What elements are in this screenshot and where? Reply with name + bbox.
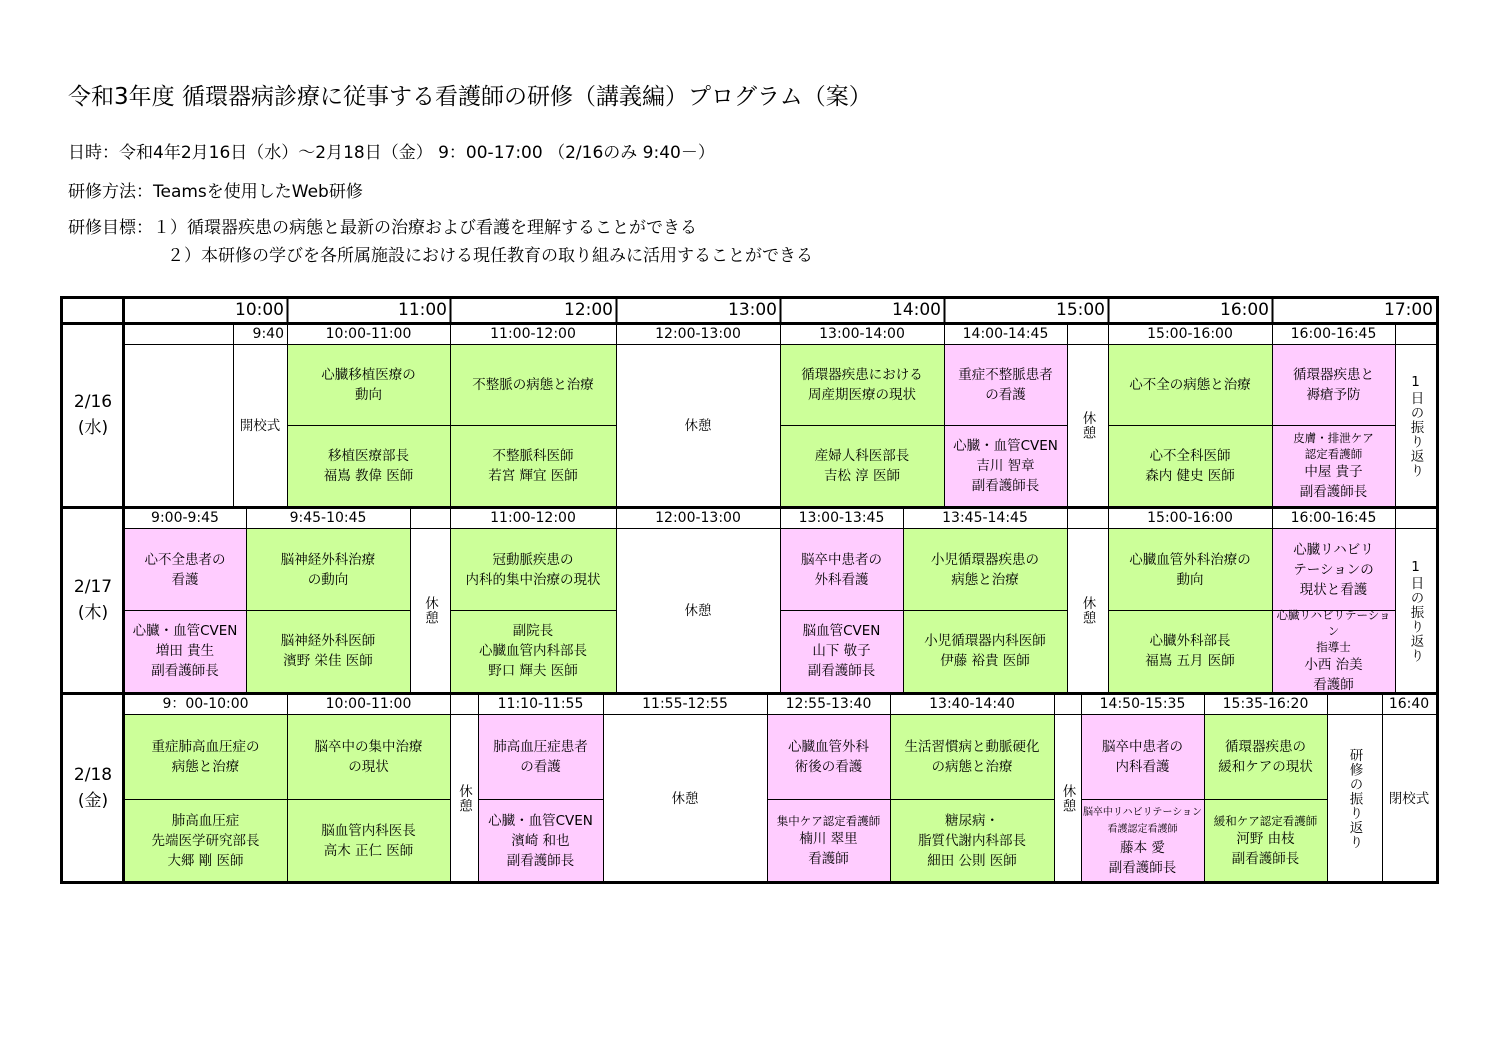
lecture-title: 循環器疾患における 周産期医療の現状: [780, 345, 944, 425]
training-goal-1: 研修目標：１）循環器疾患の病態と最新の治療および看護を理解することができる: [68, 218, 697, 238]
time-slot: 10:00-11:00: [325, 696, 412, 712]
lecturer-name: 藤本 愛 副看護師長: [1108, 839, 1177, 876]
lecturer: 移植医療部長 福嶌 教偉 医師: [287, 425, 450, 506]
break: 休憩: [1079, 411, 1096, 440]
time-slot: 10:00-11:00: [325, 326, 412, 342]
break: 休憩: [422, 596, 438, 625]
lecture-title: 重症不整脈患者 の看護: [944, 345, 1067, 425]
time-slot: 12:00-13:00: [655, 510, 741, 526]
time-slot: 9：00-10:00: [162, 696, 249, 712]
lecturer: 心臓・血管CVEN 吉川 智章 副看護師長: [944, 425, 1067, 506]
lecture-title: 心臓リハビリ テーションの 現状と看護: [1272, 529, 1395, 610]
lecturer: 産婦人科医部長 吉松 淳 医師: [780, 425, 944, 506]
hour-label: 12:00: [564, 300, 613, 320]
time-slot: 11:10-11:55: [497, 696, 584, 712]
lecturer: 脳血管CVEN 山下 敬子 副看護師長: [780, 610, 903, 692]
lecturer-name: 小西 治美 看護師: [1304, 657, 1363, 693]
lecturer-name: 楠川 翠里 看護師: [799, 830, 858, 867]
time-slot: 13:40-14:40: [929, 696, 1015, 712]
time-slot: 14:50-15:35: [1099, 696, 1186, 712]
schedule-datetime: 日時：令和4年2月16日（水）～2月18日（金） 9：00-17:00 （2/16のみ 9:40－）: [68, 143, 715, 163]
lecture-title: 脳卒中患者の 外科看護: [780, 529, 903, 610]
lecture-title: 重症肺高血圧症の 病態と治療: [124, 715, 287, 799]
date-label-day3: 2/18 (金): [73, 765, 113, 811]
time-slot: 12:00-13:00: [655, 326, 741, 342]
lecturer-name: 中屋 貴子 副看護師長: [1299, 463, 1368, 500]
lecturer: 心不全科医師 森内 健史 医師: [1108, 425, 1272, 506]
lecturer: 不整脈科医師 若宮 輝宜 医師: [450, 425, 616, 506]
lecture-title: 循環器疾患と 褥瘡予防: [1272, 345, 1395, 425]
page-title: 令和3年度 循環器病診療に従事する看護師の研修（講義編）プログラム（案）: [68, 84, 872, 110]
lecture-title: 心臓血管外科治療の 動向: [1108, 529, 1272, 610]
lecture-title: 脳卒中患者の 内科看護: [1081, 715, 1204, 799]
lecture-title: 生活習慣病と動脈硬化 の病態と治療: [890, 715, 1054, 799]
hour-label: 17:00: [1384, 300, 1433, 320]
time-slot: 11:00-12:00: [490, 510, 576, 526]
time-slot: 16:40: [1388, 696, 1430, 712]
daily-review: 1日の振り返り: [1407, 373, 1424, 478]
lecture-title: 不整脈の病態と治療: [450, 345, 616, 425]
lecturer: 心臓外科部長 福嶌 五月 医師: [1108, 610, 1272, 692]
hour-label: 16:00: [1220, 300, 1269, 320]
date-label-day2: 2/17 (木): [73, 577, 113, 623]
lecturer: 心臓・血管CVEN 増田 貴生 副看護師長: [124, 610, 246, 692]
hour-label: 10:00: [235, 300, 284, 320]
time-slot: 9:00-9:45: [151, 510, 219, 526]
lunch-break: 休憩: [684, 602, 712, 619]
lecturer-role: 緩和ケア認定看護師: [1213, 813, 1318, 828]
lecturer-name: 河野 由枝 副看護師長: [1231, 830, 1300, 867]
lecturer-role: 集中ケア認定看護師: [776, 813, 881, 828]
lecturer: 肺高血圧症 先端医学研究部長 大郷 剛 医師: [124, 799, 287, 882]
training-goal-2: ２）本研修の学びを各所属施設における現任教育の取り組みに活用することができる: [167, 246, 813, 266]
time-slot: 15:35-16:20: [1222, 696, 1309, 712]
hour-label: 13:00: [728, 300, 777, 320]
time-slot: 15:00-16:00: [1147, 326, 1233, 342]
lecture-title: 冠動脈疾患の 内科的集中治療の現状: [450, 529, 616, 610]
hour-label: 15:00: [1056, 300, 1105, 320]
time-slot: 14:00-14:45: [962, 326, 1049, 342]
training-method: 研修方法：Teamsを使用したWeb研修: [68, 182, 363, 202]
lecturer-role: 皮膚・排泄ケア 認定看護師: [1293, 430, 1374, 461]
hour-label: 14:00: [892, 300, 941, 320]
time-slot: 11:55-12:55: [642, 696, 728, 712]
lunch-break: 休憩: [671, 790, 699, 807]
time-slot: 16:00-16:45: [1290, 326, 1377, 342]
lunch-break: 休憩: [684, 417, 712, 434]
opening-ceremony: 開校式: [239, 417, 281, 434]
lecture-title: 循環器疾患の 緩和ケアの現状: [1204, 715, 1327, 799]
lecturer: 副院長 心臓血管内科部長 野口 輝夫 医師: [450, 610, 616, 692]
time-slot: 15:00-16:00: [1147, 510, 1233, 526]
time-slot: 11:00-12:00: [490, 326, 576, 342]
lecture-title: 心不全患者の 看護: [124, 529, 246, 610]
date-label-day1: 2/16 (水): [73, 392, 113, 438]
break: 休憩: [456, 784, 472, 813]
lecturer: 心臓・血管CVEN 濱崎 和也 副看護師長: [478, 799, 603, 882]
time-slot: 12:55-13:40: [785, 696, 872, 712]
lecture-title: 肺高血圧症患者 の看護: [478, 715, 603, 799]
lecturer: 糖尿病・ 脂質代謝内科部長 細田 公則 医師: [890, 799, 1054, 882]
lecture-title: 脳卒中の集中治療 の現状: [287, 715, 450, 799]
hour-label: 11:00: [398, 300, 447, 320]
lecture-title: 心臓移植医療の 動向: [287, 345, 450, 425]
daily-review: 1日の振り返り: [1407, 558, 1424, 663]
time-slot: 13:00-14:00: [819, 326, 905, 342]
time-slot: 9:40: [252, 326, 284, 342]
training-review: 研修の振り返り: [1346, 747, 1363, 850]
closing-ceremony: 閉校式: [1388, 790, 1430, 807]
lecturer: 脳血管内科医長 高木 正仁 医師: [287, 799, 450, 882]
lecturer-role: 心臓リハビリテーション 指導士: [1276, 608, 1391, 654]
time-slot: 16:00-16:45: [1290, 510, 1377, 526]
lecture-title: 心不全の病態と治療: [1108, 345, 1272, 425]
time-slot: 9:45-10:45: [289, 510, 367, 526]
lecturer-role: 脳卒中リハビリテーション 看護認定看護師: [1082, 806, 1203, 835]
lecture-title: 心臓血管外科 術後の看護: [767, 715, 890, 799]
lecture-title: 小児循環器疾患の 病態と治療: [903, 529, 1067, 610]
break: 休憩: [1079, 596, 1096, 625]
lecturer: 小児循環器内科医師 伊藤 裕貴 医師: [903, 610, 1067, 692]
lecture-title: 脳神経外科治療 の動向: [246, 529, 410, 610]
time-slot: 13:45-14:45: [942, 510, 1028, 526]
time-slot: 13:00-13:45: [798, 510, 885, 526]
break: 休憩: [1059, 784, 1076, 813]
lecturer: 脳神経外科医師 濱野 栄佳 医師: [246, 610, 410, 692]
